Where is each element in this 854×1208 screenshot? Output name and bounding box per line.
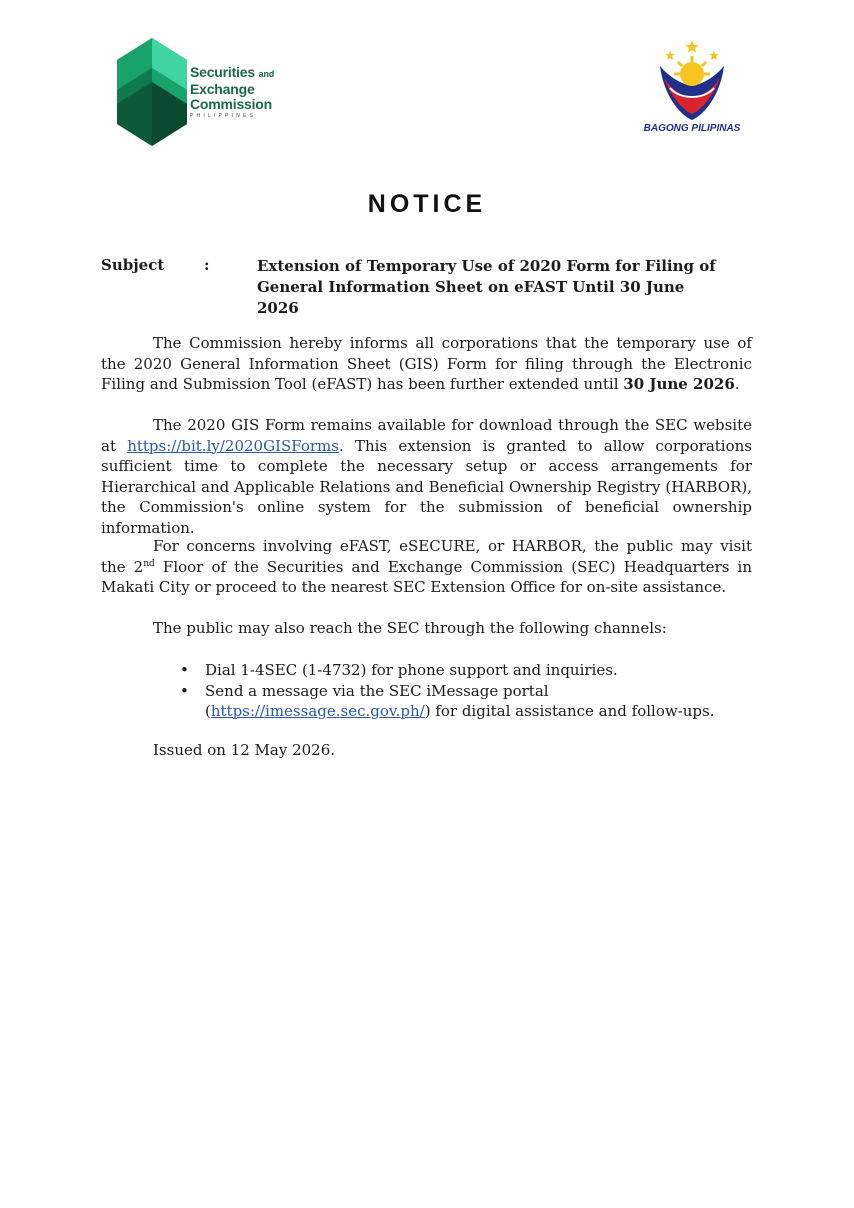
sec-wordmark: Securities and Exchange Commission PHILIPPINES <box>190 64 275 119</box>
bagong-pilipinas-emblem-icon <box>650 38 734 122</box>
imessage-link[interactable]: https://imessage.sec.gov.ph/ <box>210 702 425 720</box>
list-item: • Dial 1-4SEC (1-4732) for phone support and inquiries. <box>180 661 618 679</box>
list-item: • Send a message via the SEC iMessage portal (https://imessage.sec.gov.ph/) for digital assistance and follow-ups. <box>180 681 715 720</box>
subject-colon: : <box>204 256 210 274</box>
paragraph-3: For concerns involving eFAST, eSECURE, or HARBOR, the public may visit the 2nd Floor of the Securities and Exchange Commission (SEC) Headquarters in Makati City or proceed to the nearest SEC Extension Office for on-site assistance. <box>101 537 752 596</box>
extension-date: 30 June 2026 <box>623 375 735 393</box>
subject-label: Subject <box>101 256 165 274</box>
paragraph-2: The 2020 GIS Form remains available for download through the SEC website at https://bit.ly/2020GISForms. This extension is granted to allow corporations sufficient time to complete the necessary setup or access arrangements for Hierarchical and Applicable Relations and Beneficial Ownership Registry (HARBOR), the Commission's online system for the submission of beneficial ownership information. <box>101 416 752 537</box>
subject-text: Extension of Temporary Use of 2020 Form for Filing of General Information Sheet on eFAST Until 30 June 2026 <box>257 257 716 317</box>
issued-date: Issued on 12 May 2026. <box>153 741 336 759</box>
bagong-pilipinas-text: BAGONG PILIPINAS <box>643 123 741 134</box>
notice-title: NOTICE <box>367 190 487 218</box>
bagong-pilipinas-logo <box>636 38 746 138</box>
channels-list <box>180 660 740 722</box>
gis-forms-link[interactable]: https://bit.ly/2020GISForms <box>127 436 339 455</box>
paragraph-1: The Commission hereby informs all corporations that the temporary use of the 2020 General Information Sheet (GIS) Form for filing through the Electronic Filing and Submission Tool (eFAST) has been further extended until 30 June 2026. <box>101 334 752 393</box>
sec-logo <box>117 38 297 146</box>
sec-hexagon-icon <box>117 38 187 146</box>
paragraph-4: The public may also reach the SEC through the following channels: <box>153 619 667 637</box>
